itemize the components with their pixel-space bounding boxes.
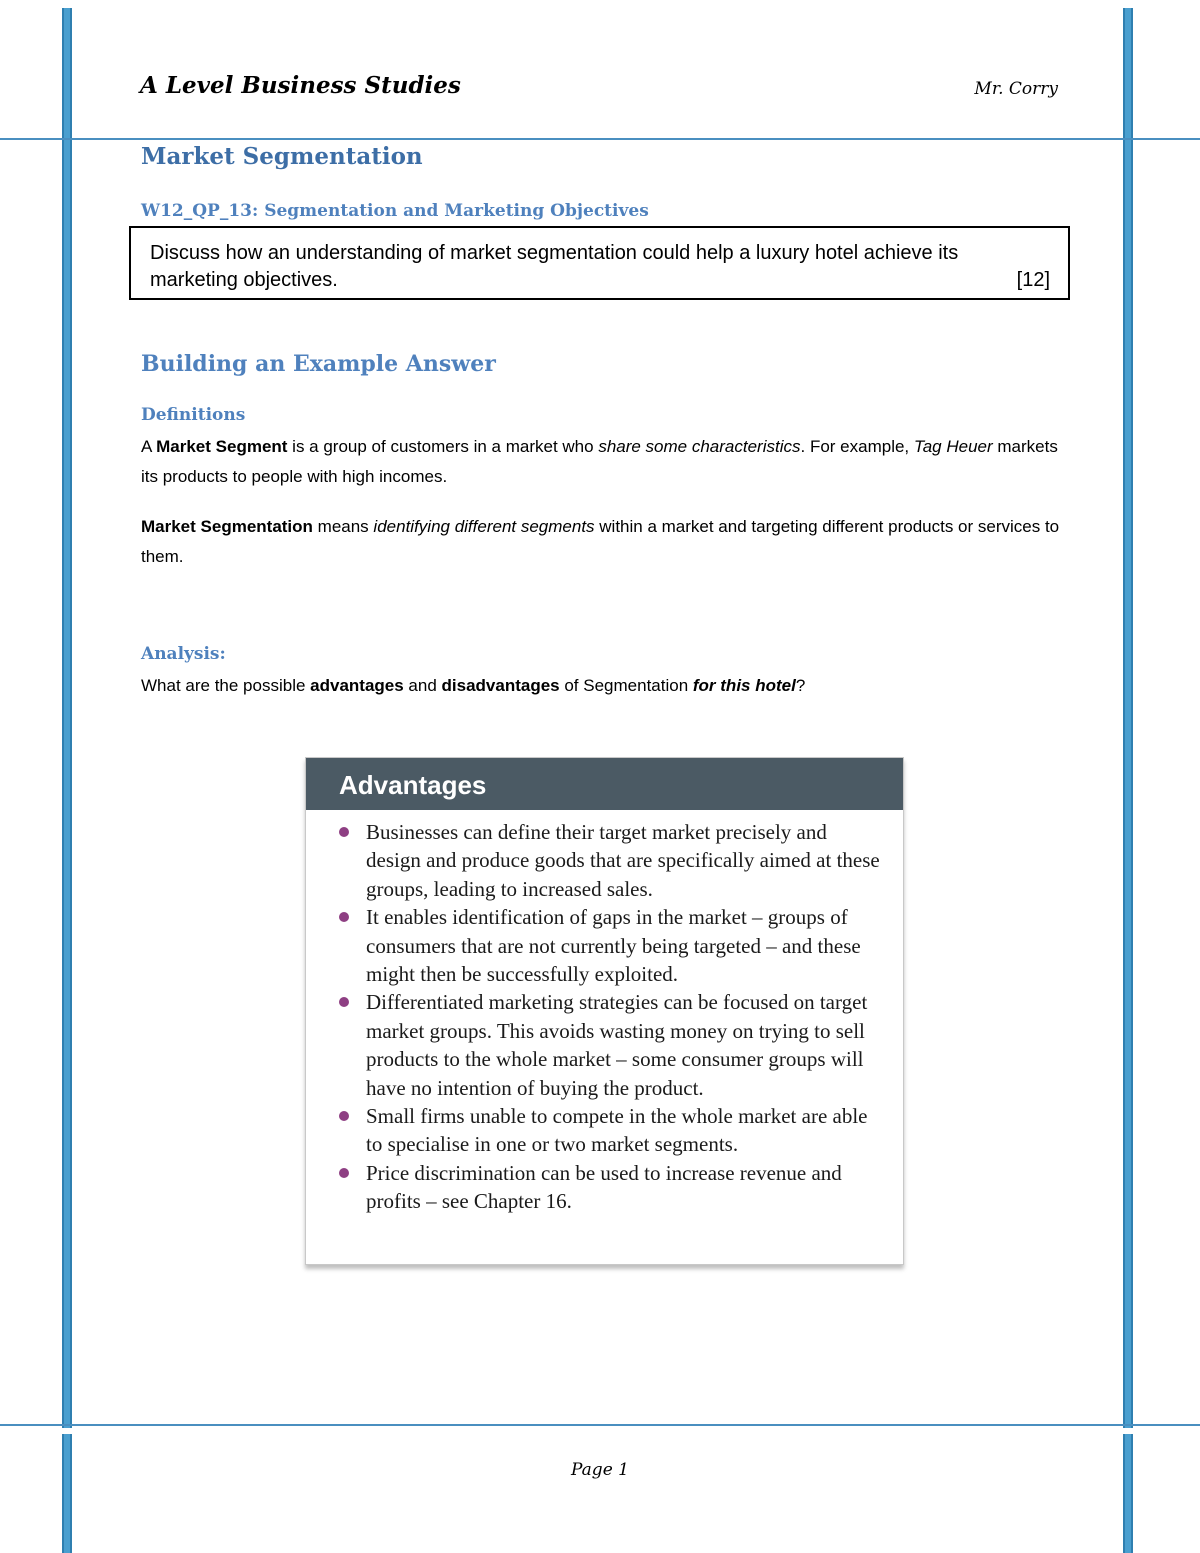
- keyword-disadvantages: disadvantages: [441, 676, 560, 695]
- left-border-top: [62, 8, 72, 1428]
- list-item: [366, 1159, 883, 1216]
- text-run: of Segmentation: [559, 676, 693, 695]
- bullet-icon: [339, 997, 349, 1007]
- keyword-for-this-hotel: for this hotel: [692, 676, 796, 695]
- text-run: and: [403, 676, 442, 695]
- text-run: . For example,: [800, 437, 914, 456]
- question-line-1: Discuss how an understanding of market segmentation could help a luxury hotel achieve its: [150, 242, 959, 264]
- text-run: is a group of customers in a market who: [287, 437, 599, 456]
- list-item: [366, 988, 883, 1102]
- bullet-icon: [339, 1168, 349, 1178]
- document-author: Mr. Corry: [974, 79, 1058, 99]
- bullet-icon: [339, 827, 349, 837]
- right-border-top: [1123, 8, 1133, 1428]
- page-title: Market Segmentation: [141, 143, 423, 170]
- question-code-title: W12_QP_13: Segmentation and Marketing Objectives: [141, 201, 649, 221]
- list-item-text: Small firms unable to compete in the whole market are able to specialise in one or two market segments.: [366, 1104, 868, 1157]
- list-item-text: Differentiated marketing strategies can be focused on target market groups. This avoids wasting money on trying to sell products to the whole market – some consumer groups will have no intention of buying the product.: [366, 990, 868, 1100]
- section-title: Building an Example Answer: [141, 351, 496, 377]
- bullet-icon: [339, 912, 349, 922]
- analysis-question: [141, 671, 1061, 701]
- text-run: markets its products to people with high incomes.: [141, 437, 1058, 486]
- text-run: A: [141, 437, 157, 456]
- list-item-text: It enables identification of gaps in the market – groups of consumers that are not currently being targeted – and these might then be successfully exploited.: [366, 905, 861, 987]
- question-box: [129, 226, 1070, 300]
- document-title: A Level Business Studies: [140, 72, 461, 99]
- definition-market-segmentation: [141, 512, 1061, 572]
- list-item: [366, 818, 883, 903]
- question-line-2-text: marketing objectives.: [150, 269, 338, 291]
- list-item: [366, 903, 883, 988]
- list-item-text: Price discrimination can be used to increase revenue and profits – see Chapter 16.: [366, 1160, 842, 1214]
- advantages-box: [305, 757, 904, 1265]
- definition-market-segment: [141, 432, 1061, 492]
- left-border-bottom: [62, 1434, 72, 1553]
- definitions-heading: Definitions: [141, 405, 246, 425]
- emphasis-text: share some characteristics: [598, 437, 801, 456]
- right-border-bottom: [1123, 1434, 1133, 1553]
- advantages-heading: Advantages: [306, 758, 903, 810]
- emphasis-text: identifying different segments: [373, 517, 595, 536]
- bullet-icon: [339, 1111, 349, 1121]
- text-run: within a market and targeting different products or services to them.: [141, 517, 1060, 566]
- text-run: means: [312, 517, 374, 536]
- keyword-advantages: advantages: [310, 676, 404, 695]
- question-line-2: [150, 267, 1050, 294]
- advantages-list: [306, 810, 903, 1216]
- page-number: Page 1: [571, 1460, 629, 1480]
- term-market-segment: Market Segment: [156, 437, 288, 456]
- footer-rule: [0, 1424, 1200, 1426]
- text-run: What are the possible: [141, 676, 311, 695]
- text-run: ?: [795, 676, 806, 695]
- list-item: [366, 1102, 883, 1159]
- term-market-segmentation: Market Segmentation: [141, 517, 313, 536]
- brand-name: Tag Heuer: [913, 437, 993, 456]
- question-marks: [12]: [1016, 269, 1050, 291]
- analysis-heading: Analysis:: [141, 644, 226, 664]
- list-item-text: Businesses can define their target market precisely and design and produce goods that are specifically aimed at these groups, leading to increased sales.: [366, 820, 880, 901]
- header-rule: [0, 138, 1200, 140]
